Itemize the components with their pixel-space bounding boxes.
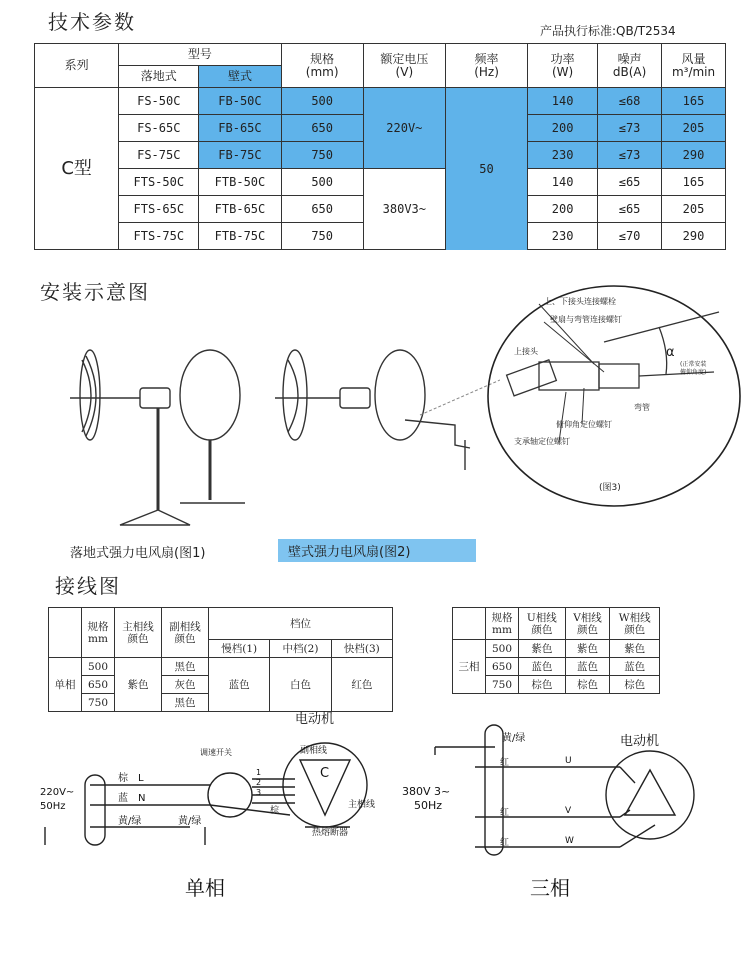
size-cell: 500 <box>281 88 363 115</box>
motor-label: 电动机 <box>295 712 335 727</box>
noise-cell: ≤70 <box>598 223 662 250</box>
fig1-caption: 落地式强力电风扇(图1) <box>70 546 206 561</box>
size: 500 <box>486 640 519 658</box>
size: 750 <box>82 694 115 712</box>
wall-model: FTB-50C <box>199 169 281 196</box>
v-color: 蓝色 <box>565 658 610 676</box>
mid-color: 白色 <box>270 658 331 712</box>
th-slow: 慢档(1) <box>209 640 270 658</box>
size: 650 <box>486 658 519 676</box>
th-wall: 壁式 <box>199 66 281 88</box>
th-series: 系列 <box>35 44 119 88</box>
freq-cell: 50 <box>445 88 527 250</box>
phase-label: 三相 <box>453 640 486 694</box>
U-label: U <box>565 756 572 766</box>
fan-guard-2b <box>375 350 425 440</box>
th-mid: 中档(2) <box>270 640 331 658</box>
W-label: W <box>565 836 574 846</box>
noise-cell: ≤73 <box>598 115 662 142</box>
ground-label-1: 黄/绿 <box>118 816 142 827</box>
size: 500 <box>82 658 115 676</box>
brown-label: 棕 <box>118 773 128 784</box>
supply-voltage: 220V~ <box>40 787 75 798</box>
power-cell: 200 <box>528 115 598 142</box>
air-cell: 165 <box>662 88 726 115</box>
size: 650 <box>82 676 115 694</box>
th-freq: 频率 (Hz) <box>445 44 527 88</box>
power-cell: 230 <box>528 223 598 250</box>
N-label: N <box>138 793 146 804</box>
th-v: V相线 颜色 <box>565 608 610 640</box>
power-cell: 140 <box>528 169 598 196</box>
size-cell: 650 <box>281 115 363 142</box>
spec-table <box>34 43 726 250</box>
fig3-label-5: (正常安装 <box>680 361 707 368</box>
red-label-1: 红 <box>500 758 510 768</box>
noise-cell: ≤65 <box>598 169 662 196</box>
aux-color: 灰色 <box>162 676 209 694</box>
v-color: 棕色 <box>565 676 610 694</box>
single-phase-table <box>48 607 393 712</box>
power-cell: 230 <box>528 142 598 169</box>
phase-label: 单相 <box>49 658 82 712</box>
three-phase-table <box>452 607 660 694</box>
fig3-label-1: 上、下接头连接螺栓 <box>544 297 616 306</box>
slow-color: 蓝色 <box>209 658 270 712</box>
section-title-install: 安装示意图 <box>40 280 150 304</box>
ground-label-2: 黄/绿 <box>178 816 202 827</box>
supply-freq: 50Hz <box>414 799 443 812</box>
size: 750 <box>486 676 519 694</box>
v-color: 紫色 <box>565 640 610 658</box>
single-phase-diagram <box>30 705 390 905</box>
fig3-caption: (图3) <box>599 483 621 493</box>
three-phase-title: 三相 <box>530 876 570 900</box>
size-cell: 650 <box>281 196 363 223</box>
th-air: 风量 m³/min <box>662 44 726 88</box>
fuse-label: 热熔断器 <box>312 828 349 838</box>
aux-line-label: 副相线 <box>300 746 328 756</box>
power-cell: 140 <box>528 88 598 115</box>
th-gear: 档位 <box>209 608 393 640</box>
th-size: 规格 (mm) <box>281 44 363 88</box>
switch-label: 调速开关 <box>200 748 232 757</box>
power-cell: 200 <box>528 196 598 223</box>
motor-label: 电动机 <box>620 734 660 749</box>
fan-guard-2 <box>283 350 307 440</box>
th-aux: 副相线 颜色 <box>162 608 209 658</box>
install-illustration <box>60 320 500 545</box>
three-phase-diagram <box>400 705 730 905</box>
fig3-label-7: 弯管 <box>634 403 650 412</box>
terminal-2: 2 <box>256 778 262 787</box>
single-phase-title: 单相 <box>185 876 225 900</box>
section-title-tech: 技术参数 <box>48 10 136 34</box>
w-color: 蓝色 <box>610 658 660 676</box>
floor-model: FS-75C <box>119 142 199 169</box>
th-voltage: 额定电压 (V) <box>363 44 445 88</box>
noise-cell: ≤68 <box>598 88 662 115</box>
ground-label: 黄/绿 <box>502 733 526 744</box>
air-cell: 165 <box>662 169 726 196</box>
motor-1 <box>140 388 170 408</box>
floor-model: FTS-50C <box>119 169 199 196</box>
wall-model: FTB-65C <box>199 196 281 223</box>
th-size: 规格 mm <box>82 608 115 658</box>
air-cell: 205 <box>662 115 726 142</box>
brown-label-2: 棕 <box>270 806 280 816</box>
wall-model: FTB-75C <box>199 223 281 250</box>
fig3-label-3: 上接头 <box>514 347 538 356</box>
wall-model: FB-65C <box>199 115 281 142</box>
th-main: 主相线 颜色 <box>115 608 162 658</box>
noise-cell: ≤65 <box>598 196 662 223</box>
supply-freq: 50Hz <box>40 801 66 812</box>
noise-cell: ≤73 <box>598 142 662 169</box>
size-cell: 750 <box>281 223 363 250</box>
w-color: 紫色 <box>610 640 660 658</box>
wall-model: FB-50C <box>199 88 281 115</box>
V-label: V <box>565 806 572 816</box>
th-u: U相线 颜色 <box>519 608 566 640</box>
air-cell: 290 <box>662 142 726 169</box>
size-cell: 500 <box>281 169 363 196</box>
u-color: 棕色 <box>519 676 566 694</box>
th-power: 功率 (W) <box>528 44 598 88</box>
L-label: L <box>138 773 144 784</box>
terminal-3: 3 <box>256 788 262 797</box>
th-noise: 噪声 dB(A) <box>598 44 662 88</box>
air-cell: 205 <box>662 196 726 223</box>
aux-color: 黑色 <box>162 658 209 676</box>
main-line-label: 主相线 <box>348 800 376 810</box>
voltage-cell: 220V~ <box>363 88 445 169</box>
main-color: 紫色 <box>115 658 162 712</box>
fig3-label-8: 俯仰角定位螺钉 <box>556 420 612 429</box>
fig3-label-9: 支承轴定位螺钉 <box>514 437 570 446</box>
u-color: 蓝色 <box>519 658 566 676</box>
standard-label: 产品执行标准:QB/T2534 <box>540 24 676 38</box>
supply-voltage: 380V 3~ <box>402 785 451 798</box>
floor-model: FS-65C <box>119 115 199 142</box>
fan-guard-1b <box>180 350 240 440</box>
w-color: 棕色 <box>610 676 660 694</box>
voltage-cell: 380V3~ <box>363 169 445 250</box>
series-cell: C型 <box>35 88 119 250</box>
wall-model: FB-75C <box>199 142 281 169</box>
air-cell: 290 <box>662 223 726 250</box>
floor-model: FS-50C <box>119 88 199 115</box>
motor-2 <box>340 388 370 408</box>
floor-model: FTS-75C <box>119 223 199 250</box>
u-color: 紫色 <box>519 640 566 658</box>
fig2-caption: 壁式强力电风扇(图2) <box>278 539 476 562</box>
fig3-alpha: α <box>666 345 675 360</box>
blue-label: 蓝 <box>118 793 128 804</box>
fig3-detail <box>484 282 744 514</box>
th-size: 规格 mm <box>486 608 519 640</box>
size-cell: 750 <box>281 142 363 169</box>
capacitor-label: C <box>320 766 330 781</box>
fig3-label-2: 壁扇与弯管连接螺钉 <box>550 315 622 324</box>
terminal-1: 1 <box>256 768 262 777</box>
red-label-3: 红 <box>500 838 510 848</box>
th-fast: 快档(3) <box>331 640 392 658</box>
section-title-wiring: 接线图 <box>55 574 121 598</box>
floor-model: FTS-65C <box>119 196 199 223</box>
th-w: W相线 颜色 <box>610 608 660 640</box>
fast-color: 红色 <box>331 658 392 712</box>
th-floor: 落地式 <box>119 66 199 88</box>
th-model: 型号 <box>119 44 281 66</box>
aux-color: 黑色 <box>162 694 209 712</box>
red-label-2: 红 <box>500 808 510 818</box>
fig3-label-6: 俯仰角度) <box>680 369 707 376</box>
